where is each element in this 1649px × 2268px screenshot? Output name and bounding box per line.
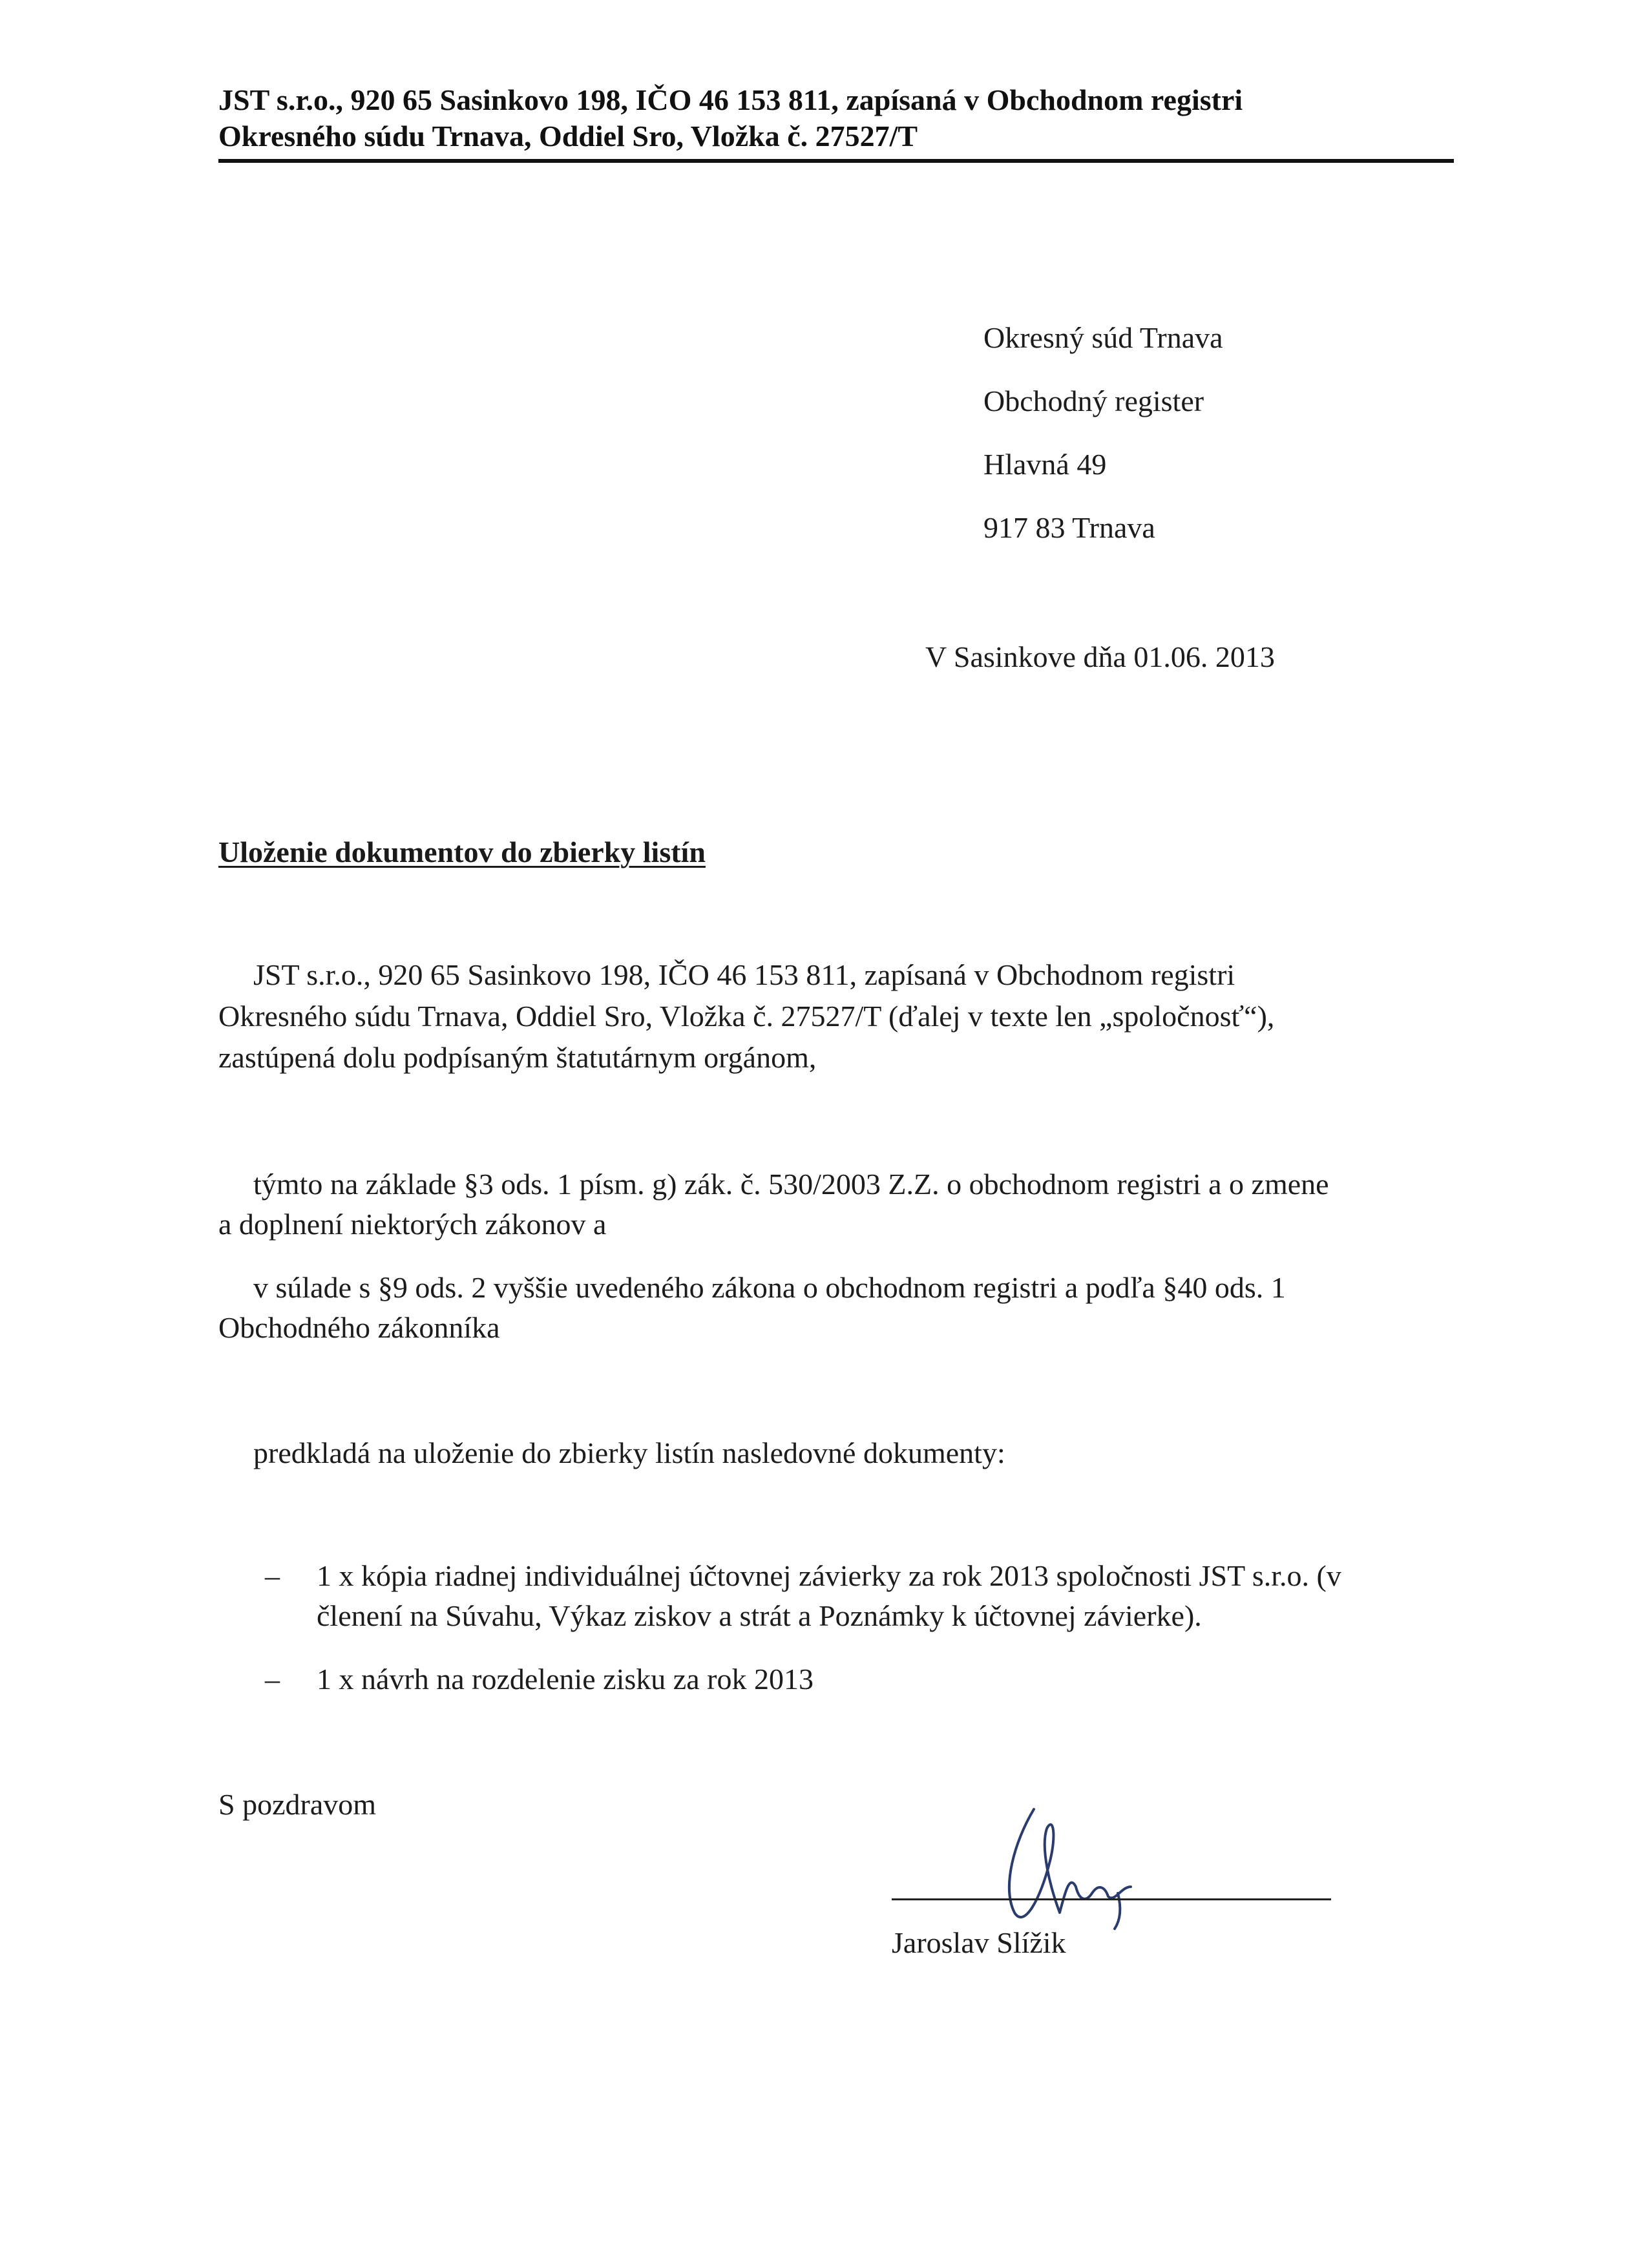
signatory-name: Jaroslav Slížik: [892, 1926, 1066, 1959]
letterhead-line-2: Okresného súdu Trnava, Oddiel Sro, Vložka č. 27527/T: [218, 120, 918, 152]
handwritten-signature: [989, 1790, 1157, 1932]
closing-salutation: S pozdravom: [218, 1788, 377, 1821]
para3-line-1: v súlade s §9 ods. 2 vyššie uvedeného zákona o obchodnom registri a podľa §40 ods. 1: [253, 1271, 1286, 1304]
letterhead-line-1: JST s.r.o., 920 65 Sasinkovo 198, IČO 46 153 811, zapísaná v Obchodnom registri: [218, 83, 1243, 116]
date-line: V Sasinkove dňa 01.06. 2013: [925, 640, 1275, 673]
list-item-2: 1 x návrh na rozdelenie zisku za rok 2013: [317, 1663, 814, 1696]
para1-line-1: JST s.r.o., 920 65 Sasinkovo 198, IČO 46 153 811, zapísaná v Obchodnom registri: [253, 958, 1235, 991]
recipient-street: Hlavná 49: [983, 448, 1107, 481]
para3-line-2: Obchodného zákonníka: [218, 1311, 500, 1344]
list-bullet-1: –: [265, 1559, 280, 1592]
list-item-1-line-1: 1 x kópia riadnej individuálnej účtovnej závierky za rok 2013 spoločnosti JST s.r.o. (v: [317, 1559, 1341, 1592]
para1-line-3: zastúpená dolu podpísaným štatutárnym orgánom,: [218, 1041, 817, 1074]
list-item-1-line-2: členení na Súvahu, Výkaz ziskov a strát a Poznámky k účtovnej závierke).: [317, 1599, 1202, 1632]
letterhead-rule: [218, 159, 1454, 163]
recipient-court: Okresný súd Trnava: [983, 321, 1223, 354]
recipient-register: Obchodný register: [983, 384, 1204, 417]
para4-line: predkladá na uloženie do zbierky listín nasledovné dokumenty:: [253, 1436, 1005, 1469]
list-bullet-2: –: [265, 1663, 280, 1696]
para2-line-2: a doplnení niektorých zákonov a: [218, 1208, 607, 1241]
signature-line: [892, 1898, 1331, 1900]
para2-line-1: týmto na základe §3 ods. 1 písm. g) zák. č. 530/2003 Z.Z. o obchodnom registri a o zmene: [253, 1168, 1329, 1201]
subject-heading: Uloženie dokumentov do zbierky listín: [218, 835, 706, 868]
para1-line-2: Okresného súdu Trnava, Oddiel Sro, Vložka č. 27527/T (ďalej v texte len „spoločnosť“),: [218, 1000, 1275, 1033]
recipient-city: 917 83 Trnava: [983, 511, 1155, 544]
